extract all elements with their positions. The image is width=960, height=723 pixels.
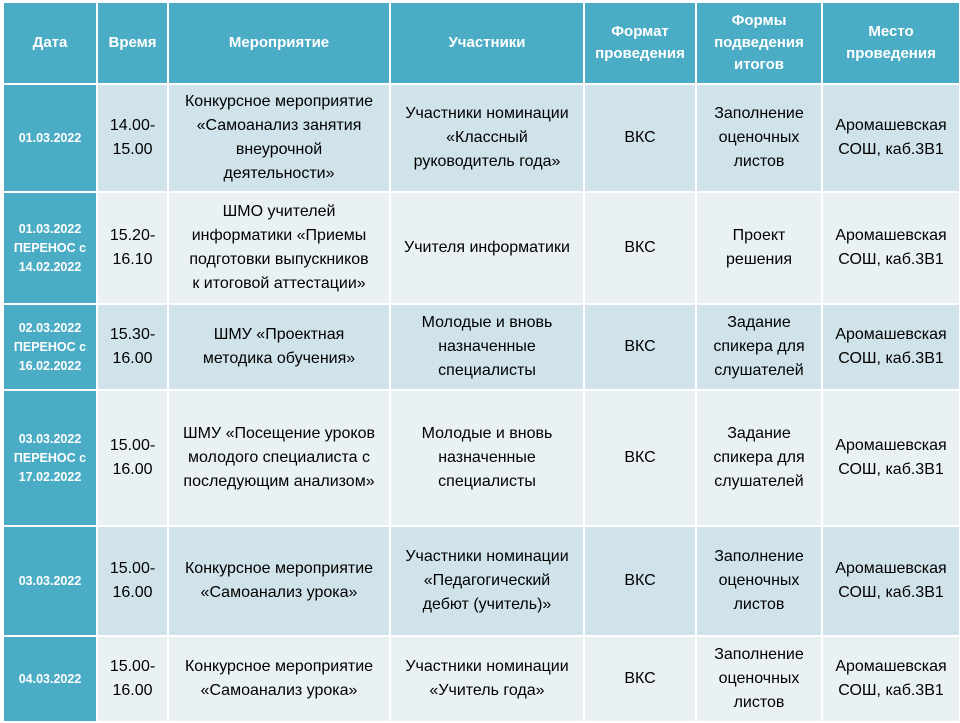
header-results-line: Формы xyxy=(731,12,787,29)
event-line: ШМУ «Проектная xyxy=(213,326,345,343)
time-line: 15.00- xyxy=(109,658,156,675)
place-line: Аромашевская xyxy=(835,437,947,454)
results-line: оценочных xyxy=(718,670,800,687)
results-line: слушателей xyxy=(714,473,804,490)
results-cell xyxy=(696,390,822,526)
date-cell xyxy=(3,304,97,390)
event-cell xyxy=(168,390,390,526)
participants-line: Участники номинации xyxy=(405,658,569,675)
participants-line: специалисты xyxy=(438,362,536,379)
date-line: 03.03.2022 xyxy=(18,431,82,446)
time-line: 16.00 xyxy=(112,584,153,601)
time-line: 15.00- xyxy=(109,437,156,454)
results-line: оценочных xyxy=(718,572,800,589)
results-cell xyxy=(696,304,822,390)
format-cell: ВКС xyxy=(584,192,696,304)
place-cell xyxy=(822,304,960,390)
time-cell xyxy=(97,526,168,636)
header-place-line: Место xyxy=(868,23,914,40)
results-line: Заполнение xyxy=(714,105,804,122)
participants-line: «Учитель года» xyxy=(429,682,545,699)
header-date: Дата xyxy=(3,2,97,84)
participants-line: Молодые и вновь xyxy=(421,314,553,331)
participants-line: «Педагогический xyxy=(423,572,551,589)
format-cell: ВКС xyxy=(584,84,696,192)
place-line: Аромашевская xyxy=(835,560,947,577)
event-line: ШМУ «Посещение уроков xyxy=(183,425,375,442)
place-line: Аромашевская xyxy=(835,117,947,134)
time-line: 16.00 xyxy=(112,682,153,699)
date-line: ПЕРЕНОС с xyxy=(13,339,87,354)
place-line: Аромашевская xyxy=(835,658,947,675)
header-place xyxy=(822,2,960,84)
place-line: СОШ, каб.3В1 xyxy=(838,350,944,367)
results-cell xyxy=(696,84,822,192)
format-cell: ВКС xyxy=(584,526,696,636)
schedule-table xyxy=(2,1,960,723)
date-line: 16.02.2022 xyxy=(18,358,82,373)
participants-cell xyxy=(390,84,584,192)
header-time: Время xyxy=(97,2,168,84)
participants-line: дебют (учитель)» xyxy=(422,596,552,613)
results-line: листов xyxy=(733,596,785,613)
place-line: СОШ, каб.3В1 xyxy=(838,461,944,478)
participants-line: назначенные xyxy=(438,449,536,466)
date-cell xyxy=(3,390,97,526)
table-row xyxy=(3,192,960,304)
date-line: 02.03.2022 xyxy=(18,320,82,335)
time-line: 16.00 xyxy=(112,461,153,478)
date-cell xyxy=(3,526,97,636)
time-cell xyxy=(97,636,168,722)
time-line: 15.30- xyxy=(109,326,156,343)
date-line: 01.03.2022 xyxy=(18,130,82,145)
date-cell xyxy=(3,192,97,304)
event-line: к итоговой аттестации» xyxy=(192,275,366,292)
results-line: Проект xyxy=(732,227,786,244)
time-line: 15.00- xyxy=(109,560,156,577)
participants-cell xyxy=(390,192,584,304)
event-line: методика обучения» xyxy=(202,350,356,367)
results-line: оценочных xyxy=(718,129,800,146)
time-line: 15.20- xyxy=(109,227,156,244)
participants-line: руководитель года» xyxy=(413,153,561,170)
participants-cell xyxy=(390,526,584,636)
results-cell xyxy=(696,636,822,722)
event-line: последующим анализом» xyxy=(183,473,375,490)
time-cell xyxy=(97,192,168,304)
table-row xyxy=(3,304,960,390)
time-cell xyxy=(97,390,168,526)
format-cell: ВКС xyxy=(584,390,696,526)
table-row xyxy=(3,84,960,192)
place-cell xyxy=(822,526,960,636)
participants-cell xyxy=(390,636,584,722)
date-cell xyxy=(3,636,97,722)
date-line: 04.03.2022 xyxy=(18,671,82,686)
date-line: 01.03.2022 xyxy=(18,221,82,236)
participants-cell xyxy=(390,390,584,526)
event-line: ШМО учителей xyxy=(222,203,336,220)
header-format-line: Формат xyxy=(611,23,669,40)
event-cell xyxy=(168,192,390,304)
time-line: 16.00 xyxy=(112,350,153,367)
event-line: подготовки выпускников xyxy=(189,251,369,268)
event-cell xyxy=(168,526,390,636)
header-format xyxy=(584,2,696,84)
place-cell xyxy=(822,192,960,304)
event-cell xyxy=(168,636,390,722)
event-line: Конкурсное мероприятие xyxy=(184,93,374,110)
event-cell xyxy=(168,304,390,390)
results-line: Заполнение xyxy=(714,646,804,663)
table-row xyxy=(3,636,960,722)
participants-line: «Классный xyxy=(446,129,528,146)
event-cell xyxy=(168,84,390,192)
date-line: 14.02.2022 xyxy=(18,259,82,274)
event-line: деятельности» xyxy=(223,165,335,182)
header-event: Мероприятие xyxy=(168,2,390,84)
results-cell xyxy=(696,526,822,636)
time-line: 16.10 xyxy=(112,251,153,268)
time-cell xyxy=(97,84,168,192)
event-line: информатики «Приемы xyxy=(191,227,367,244)
results-line: листов xyxy=(733,694,785,711)
event-line: молодого специалиста с xyxy=(188,449,370,466)
participants-line: назначенные xyxy=(438,338,536,355)
participants-line: Участники номинации xyxy=(405,548,569,565)
results-line: решения xyxy=(726,251,792,268)
date-line: ПЕРЕНОС с xyxy=(13,450,87,465)
date-cell xyxy=(3,84,97,192)
header-results-line: подведения xyxy=(714,34,804,51)
event-line: внеурочной xyxy=(235,141,323,158)
event-line: Конкурсное мероприятие xyxy=(184,560,374,577)
header-row xyxy=(3,2,960,84)
event-line: «Самоанализ урока» xyxy=(200,682,358,699)
participants-line: специалисты xyxy=(438,473,536,490)
place-line: СОШ, каб.3В1 xyxy=(838,251,944,268)
format-cell: ВКС xyxy=(584,304,696,390)
header-place-line: проведения xyxy=(846,45,936,62)
place-line: СОШ, каб.3В1 xyxy=(838,682,944,699)
date-line: 03.03.2022 xyxy=(18,573,82,588)
participants-line: Участники номинации xyxy=(405,105,569,122)
event-line: «Самоанализ занятия xyxy=(196,117,362,134)
place-line: СОШ, каб.3В1 xyxy=(838,141,944,158)
table-row xyxy=(3,526,960,636)
results-line: листов xyxy=(733,153,785,170)
participants-line: Молодые и вновь xyxy=(421,425,553,442)
place-cell xyxy=(822,84,960,192)
table-row xyxy=(3,390,960,526)
participants-line: Учителя информатики xyxy=(404,239,570,256)
header-participants: Участники xyxy=(390,2,584,84)
place-cell xyxy=(822,390,960,526)
place-cell xyxy=(822,636,960,722)
header-results xyxy=(696,2,822,84)
time-cell xyxy=(97,304,168,390)
header-results-line: итогов xyxy=(734,56,784,73)
results-line: слушателей xyxy=(714,362,804,379)
date-line: ПЕРЕНОС с xyxy=(13,240,87,255)
results-line: спикера для xyxy=(713,449,805,466)
results-cell xyxy=(696,192,822,304)
place-line: Аромашевская xyxy=(835,326,947,343)
time-line: 15.00 xyxy=(112,141,153,158)
results-line: Заполнение xyxy=(714,548,804,565)
place-line: Аромашевская xyxy=(835,227,947,244)
date-line: 17.02.2022 xyxy=(18,469,82,484)
time-line: 14.00- xyxy=(109,117,156,134)
participants-cell xyxy=(390,304,584,390)
event-line: Конкурсное мероприятие xyxy=(184,658,374,675)
header-format-line: проведения xyxy=(595,45,685,62)
event-line: «Самоанализ урока» xyxy=(200,584,358,601)
results-line: спикера для xyxy=(713,338,805,355)
format-cell: ВКС xyxy=(584,636,696,722)
results-line: Задание xyxy=(727,425,791,442)
place-line: СОШ, каб.3В1 xyxy=(838,584,944,601)
results-line: Задание xyxy=(727,314,791,331)
